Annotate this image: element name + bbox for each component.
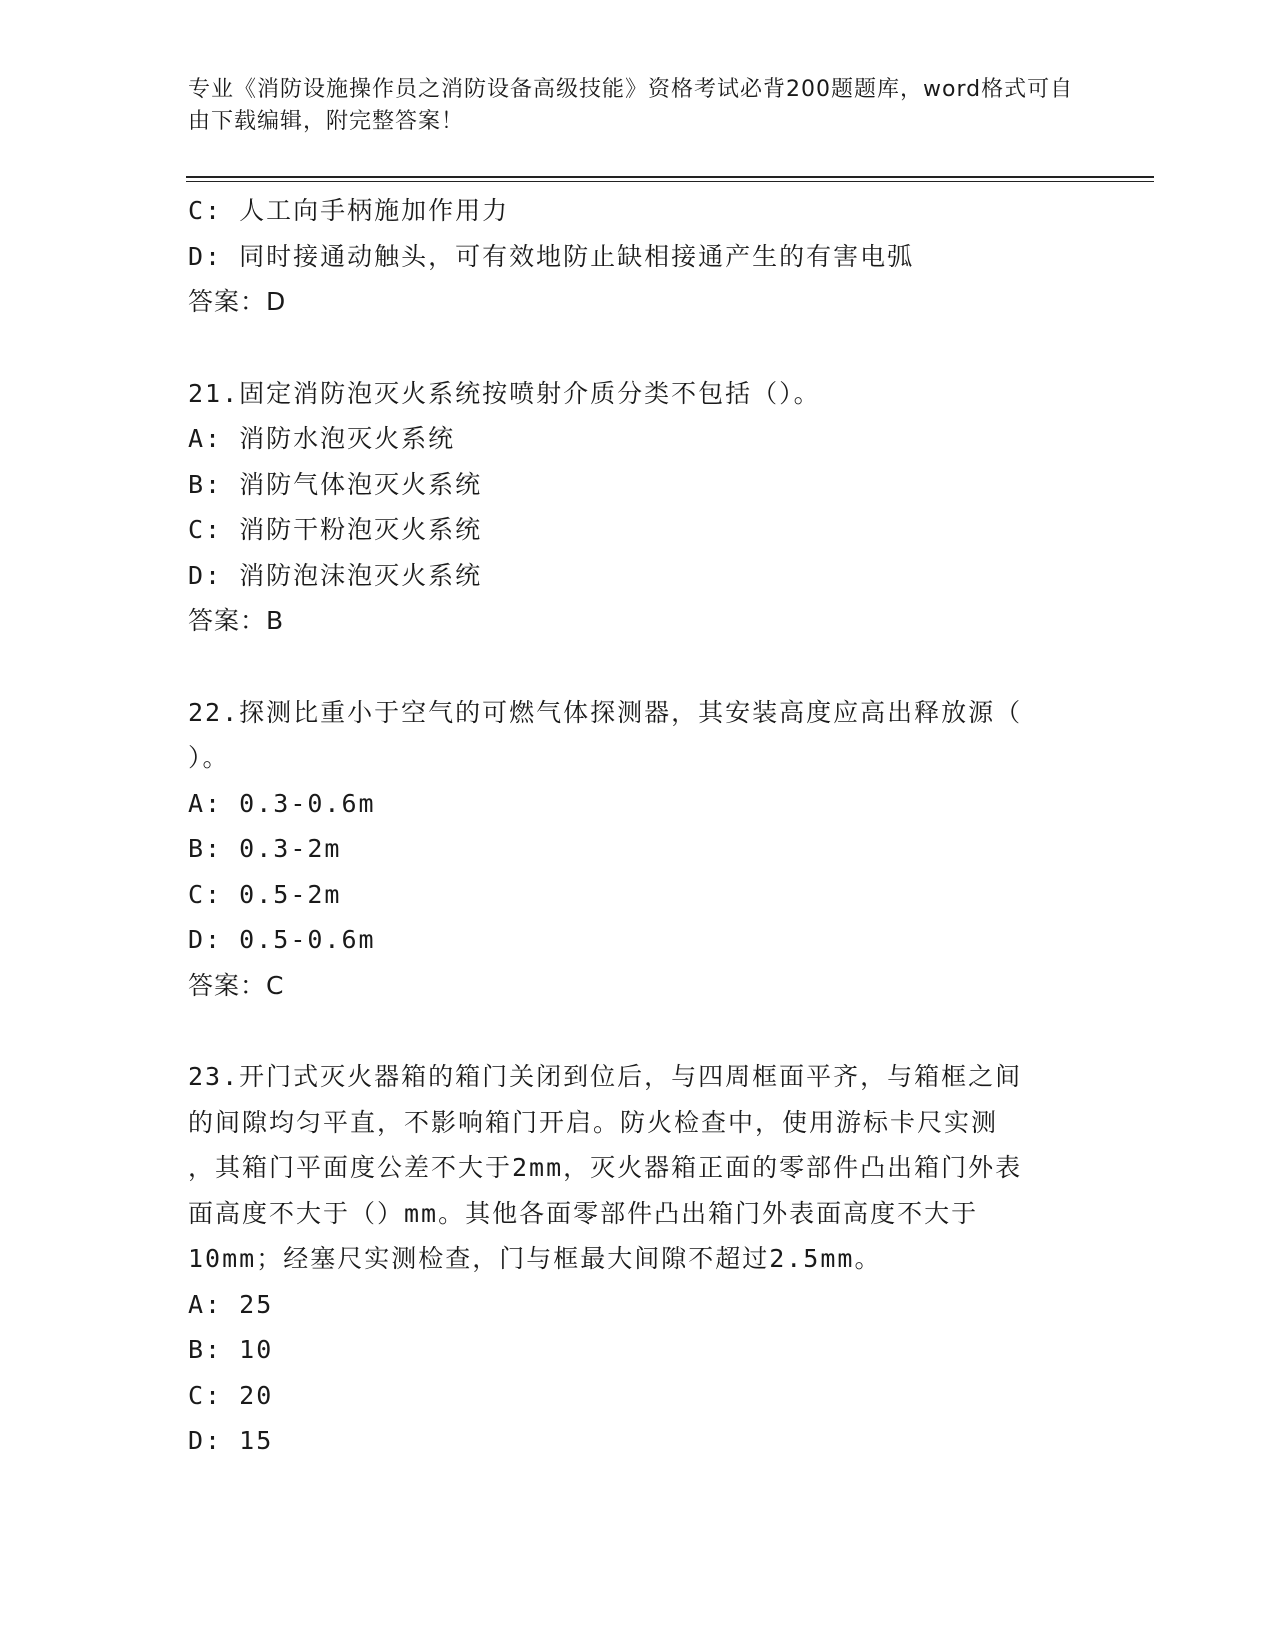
prev-question-block <box>188 188 1088 325</box>
option-letter: C: <box>188 879 223 909</box>
document-header: 专业《消防设施操作员之消防设备高级技能》资格考试必背200题题库，word格式可自由下载编辑，附完整答案！ <box>188 77 1074 134</box>
question-stem: 面高度不大于（）mm。其他各面零部件凸出箱门外表面高度不大于 <box>188 1198 979 1228</box>
answer-line: 答案：C <box>188 970 285 1000</box>
option-letter: A: <box>188 788 223 818</box>
option-line <box>188 188 1088 234</box>
option-line <box>188 826 1088 872</box>
question-stem: 23.开门式灭火器箱的箱门关闭到位后，与四周框面平齐，与箱框之间 <box>188 1062 1023 1091</box>
header-divider-thin <box>186 181 1154 182</box>
question-block-21 <box>188 371 1088 644</box>
option-line <box>188 1418 1088 1464</box>
option-line <box>188 416 1088 462</box>
option-text: 0.3-0.6m <box>239 788 376 818</box>
option-letter: D: <box>188 925 223 954</box>
question-stem: 10mm；经塞尺实测检查，门与框最大间隙不超过2.5mm。 <box>188 1244 882 1273</box>
option-line <box>188 917 1088 963</box>
option-letter: B: <box>188 834 223 863</box>
spacer <box>188 325 1088 371</box>
option-line <box>188 872 1088 918</box>
option-text: 10 <box>239 1335 274 1364</box>
question-stem: ）。 <box>188 743 230 772</box>
option-letter: B: <box>188 1335 223 1364</box>
option-text: 消防干粉泡灭火系统 <box>239 515 483 544</box>
option-letter: D: <box>188 241 223 271</box>
option-text: 15 <box>239 1426 274 1455</box>
option-line <box>188 553 1088 599</box>
answer-line: 答案：D <box>188 287 287 316</box>
question-stem: 的间隙均匀平直，不影响箱门开启。防火检查中，使用游标卡尺实测 <box>188 1107 999 1137</box>
question-block-22 <box>188 690 1088 1009</box>
question-content <box>188 188 1088 1464</box>
option-text: 消防气体泡灭火系统 <box>239 469 483 499</box>
option-text: 同时接通动触头，可有效地防止缺相接通产生的有害电弧 <box>239 241 915 271</box>
spacer <box>188 1008 1088 1054</box>
option-text: 消防泡沫泡灭火系统 <box>239 560 483 590</box>
option-letter: B: <box>188 469 223 499</box>
option-line <box>188 1327 1088 1373</box>
spacer <box>188 644 1088 690</box>
option-line <box>188 1282 1088 1328</box>
option-line <box>188 234 1088 280</box>
option-letter: C: <box>188 1380 223 1410</box>
option-letter: C: <box>188 196 223 225</box>
option-text: 0.3-2m <box>239 834 342 863</box>
option-text: 人工向手柄施加作用力 <box>239 196 510 225</box>
question-stem: ，其箱门平面度公差不大于2mm，灭火器箱正面的零部件凸出箱门外表 <box>188 1153 1023 1182</box>
option-letter: A: <box>188 424 223 453</box>
option-text: 0.5-2m <box>239 879 342 909</box>
answer-line: 答案：B <box>188 606 285 635</box>
option-text: 0.5-0.6m <box>239 925 376 954</box>
option-text: 消防水泡灭火系统 <box>239 424 456 453</box>
question-stem: 21.固定消防泡灭火系统按喷射介质分类不包括（）。 <box>188 378 821 408</box>
option-text: 25 <box>239 1289 274 1319</box>
option-letter: C: <box>188 515 223 544</box>
option-text: 20 <box>239 1380 274 1410</box>
option-letter: A: <box>188 1289 223 1319</box>
option-line <box>188 781 1088 827</box>
question-stem: 22.探测比重小于空气的可燃气体探测器，其安装高度应高出释放源（ <box>188 697 1023 727</box>
option-line <box>188 507 1088 553</box>
option-line <box>188 1373 1088 1419</box>
question-block-23 <box>188 1054 1088 1464</box>
option-letter: D: <box>188 560 223 590</box>
option-line <box>188 462 1088 508</box>
option-letter: D: <box>188 1426 223 1455</box>
header-divider-thick <box>186 176 1154 178</box>
